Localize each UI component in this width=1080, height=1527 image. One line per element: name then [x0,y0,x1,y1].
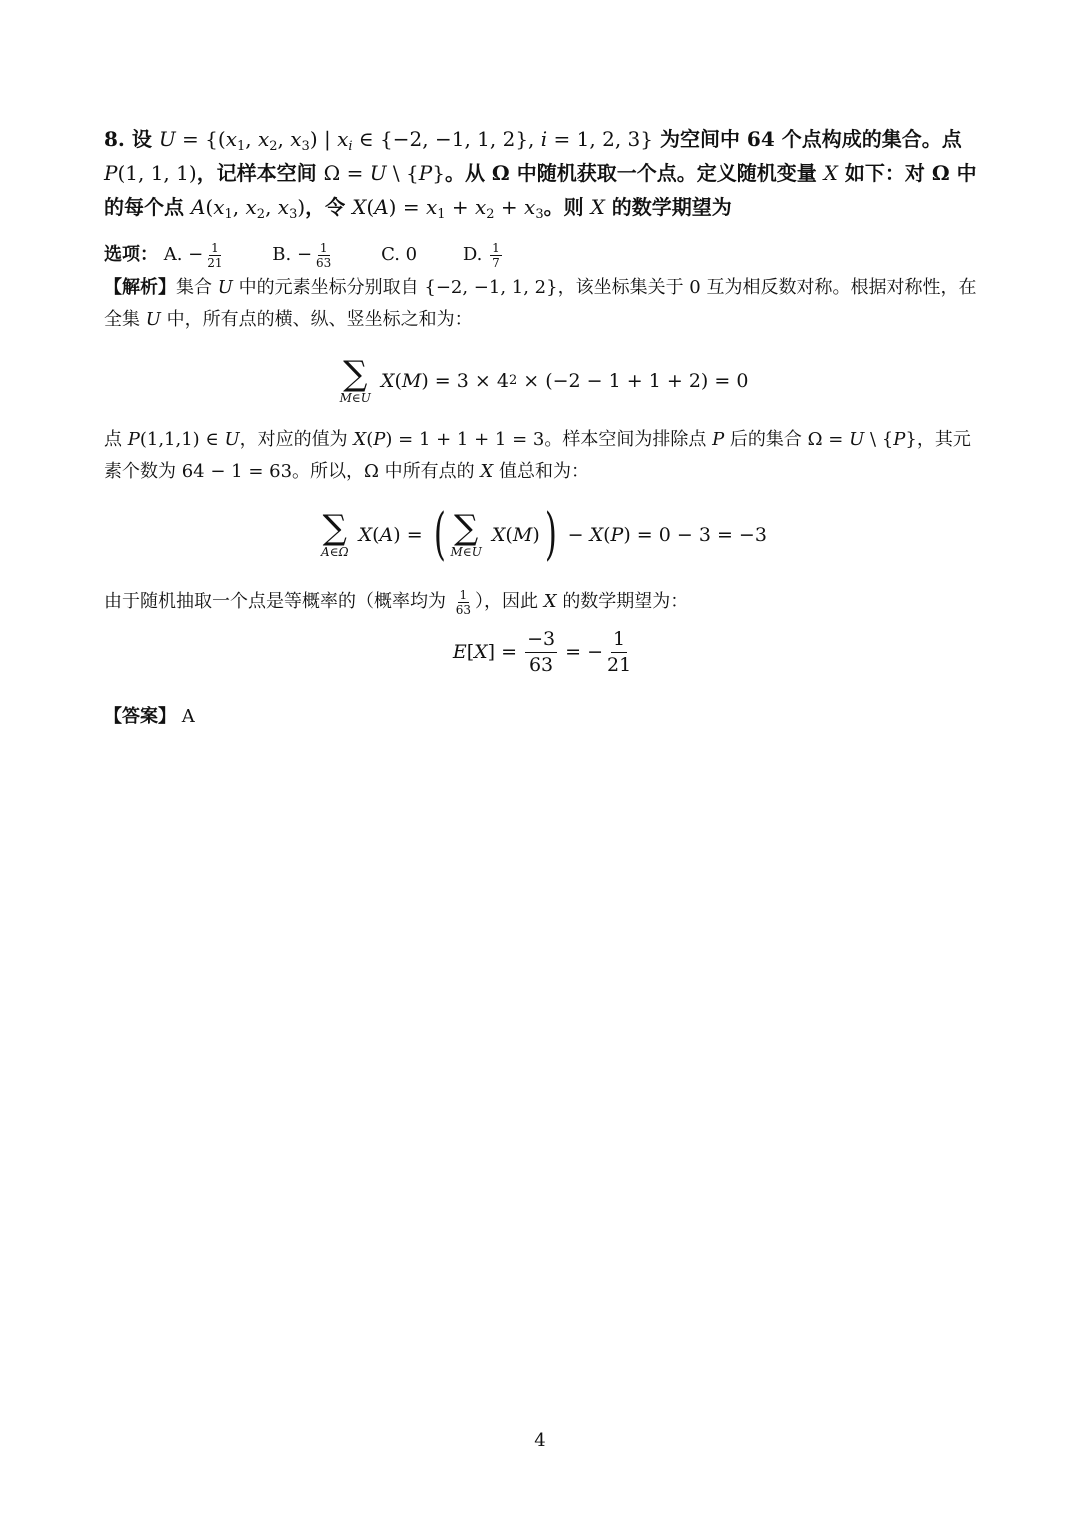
option-c: C. 0 [381,244,418,265]
eq2-sub2: M∈U [450,545,482,559]
eq1-sub: M∈U [339,391,371,405]
answer-tag: 【答案】 [104,706,176,727]
expectation: E[X] = [452,641,524,663]
eq3-num2: 1 [611,630,627,653]
option-b [272,238,335,272]
page-number: 4 [534,1430,546,1451]
analysis-p1-b: 中的元素坐标分别取自 {−2, −1, 1, 2}，该坐标集关于 0 互为相反数对称。根据对称性，在全集 [104,277,977,330]
p3-den: 63 [455,602,472,617]
analysis-p1-a: 集合 [176,277,212,298]
probability-fraction [454,589,473,616]
x-of-p: X(P) [353,429,393,450]
var-x-4: X [543,591,557,612]
option-a-num: 1 [211,240,219,255]
option-a [164,238,227,272]
option-b-num: 1 [319,240,328,255]
sum-operator-2: ∑ A∈Ω [321,508,349,559]
option-b-prefix: B. − [272,244,313,265]
u-minus-p: U \ {P} [849,429,917,450]
var-p: P [127,429,140,450]
sum-operator: ∑ M∈U [339,354,371,405]
option-d-prefix: D. [462,244,483,265]
option-a-prefix: A. − [163,244,204,265]
eq3-equals: = − [559,641,603,663]
x-definition: $X(A) = x_1 + x_2 + x_3$ [352,195,544,222]
options [104,238,984,272]
analysis-p3-c: 的数学期望为： [562,591,689,612]
equation-2 [104,490,984,580]
var-u-2: U [145,309,161,330]
eq2-term: X(A) = [358,524,429,546]
var-u: U [217,277,233,298]
analysis-p2-a: 点 [104,429,122,450]
question-text-6: ，令 [305,195,346,219]
analysis-p3-a: 由于随机抽取一个点是等概率的（概率均为 [104,591,446,612]
analysis-p2-d: = 1 + 1 + 1 = 3。样本空间为排除点 [398,429,707,450]
eq2-minus: − X(P) [561,524,637,546]
option-a-fraction [205,242,224,269]
var-x-3: X [480,461,494,482]
option-a-den: 21 [207,255,223,270]
var-p-2: P [712,429,725,450]
left-paren: ( [433,502,446,567]
analysis-p2-g: 值总和为： [498,461,589,482]
analysis-paragraph-2 [104,424,984,488]
right-paren: ) [544,502,557,567]
question-text-7: 。则 [543,195,584,219]
question-text-2: ，记样本空间 [196,161,317,185]
eq3-fraction-1 [525,627,557,676]
option-b-den: 63 [316,255,332,270]
option-b-fraction [314,242,333,269]
eq2-inner: X(M) [491,524,540,546]
eq2-sub1: A∈Ω [321,545,349,559]
eq1-rhs: = 3 × 4 [434,370,509,392]
analysis-paragraph-1 [104,272,984,336]
point-a: $A(x_1$, $x_2$, $x_3$) [190,195,306,222]
eq3-den2: 21 [607,653,632,676]
question-text-3: 。从 Ω 中随机获取一个点。定义随机变量 [444,161,817,185]
set-definition: $U = \{(x_1$, $x_2$, $x_3$) | $x_i$ ∈ {−2, −1, 1, 2}, i = 1, 2, 3} [158,127,653,154]
question-lead: 设 [131,127,152,151]
analysis-p2-f: ，其元素个数为 64 − 1 = 63。所以，Ω 中所有点的 [104,429,971,482]
eq3-fraction-2 [605,627,633,676]
analysis-p2-b: (1,1,1) ∈ [139,429,219,450]
var-x-2: X [590,195,605,219]
p3-num: 1 [459,587,468,602]
question-text-1: 为空间中 64 个点构成的集合。点 [659,127,962,151]
option-d-num: 1 [492,240,500,255]
question-text-4: 如下：对 Ω [844,161,950,185]
answer-value: A [181,706,195,727]
analysis-p2-e: 后的集合 Ω = [729,429,844,450]
question-text-8: 的数学期望为 [611,195,732,219]
question-text-5: 中的每个点 [104,161,977,219]
var-x: X [823,161,838,185]
equation-3 [104,620,984,684]
eq1-tail: × (−2 − 1 + 1 + 2) = 0 [523,370,749,392]
option-d-fraction [490,242,502,269]
content [104,122,984,728]
eq1-term: X(M) [380,370,435,392]
analysis-p3-b: ），因此 [475,591,539,612]
answer [104,702,984,728]
option-d-den: 7 [492,255,500,270]
analysis-p1-c: 中，所有点的横、纵、竖坐标之和为： [166,309,473,330]
var-u-3: U [224,429,240,450]
sum-operator-3: ∑ M∈U [450,508,482,559]
question-text [104,122,984,224]
equation-1: ∑ M∈U X(M) = 3 × 4 2 × (−2 − 1 + 1 + 2) = 0 [339,354,749,405]
question-number: 8. [104,127,125,151]
option-d [463,238,504,272]
sample-space: Ω = U \ {P} [323,161,445,185]
options-label: 选项： [104,244,158,265]
eq3-den1: 63 [528,653,554,676]
analysis-tag: 【解析】 [104,277,176,298]
eq3-num1: −3 [525,630,557,653]
eq2-tail: = 0 − 3 = −3 [636,524,767,546]
point-p: P(1, 1, 1) [104,161,197,185]
analysis-paragraph-3 [104,586,984,618]
analysis-p2-c: ，对应的值为 [239,429,348,450]
